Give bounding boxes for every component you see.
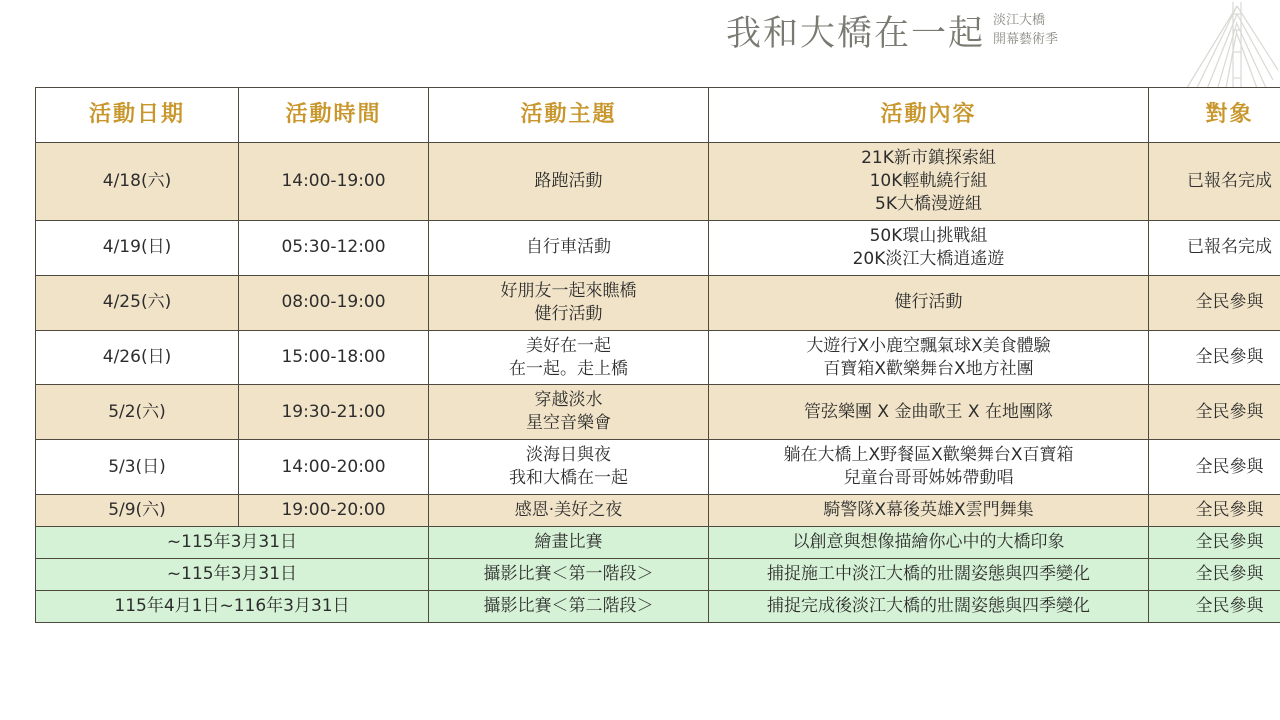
table-row <box>36 220 1280 275</box>
cell-topic <box>429 559 709 591</box>
cell-line: 14:00-19:00 <box>281 170 386 191</box>
subtitle-line-2: 開幕藝術季 <box>992 31 1058 47</box>
page-title: 我和大橋在一起 <box>725 14 985 55</box>
table-row <box>36 275 1280 330</box>
table-row <box>36 527 1280 559</box>
cell-line: 15:00-18:00 <box>281 347 386 368</box>
cell-line: 管弦樂團 X 金曲歌王 X 在地團隊 <box>804 401 1053 422</box>
cell-target <box>1149 330 1280 385</box>
cell-line: 我和大橋在一起 <box>509 468 628 489</box>
cell-line: 14:00-20:00 <box>281 456 386 477</box>
cell-content <box>709 330 1149 385</box>
cell-line: 全民參與 <box>1195 596 1264 616</box>
cell-target <box>1149 559 1280 591</box>
cell-line: 兒童台哥哥姊姊帶動唱 <box>843 468 1014 489</box>
cell-date <box>36 559 429 591</box>
table-row <box>36 440 1280 495</box>
cell-content <box>709 559 1149 591</box>
title-group <box>726 12 1058 54</box>
cell-line: 自行車活動 <box>526 237 611 258</box>
cell-target <box>1149 527 1280 559</box>
cell-content <box>709 440 1149 495</box>
cell-line: 20K淡江大橋逍遙遊 <box>852 248 1005 269</box>
cell-line: 好朋友一起來瞧橋 <box>500 280 637 301</box>
cell-time <box>239 385 429 440</box>
cell-content <box>709 385 1149 440</box>
column-header-topic: 活動主題 <box>429 88 709 143</box>
cell-target <box>1149 143 1280 221</box>
cell-topic <box>429 527 709 559</box>
cell-line: 淡海日與夜 <box>526 445 611 466</box>
cell-date <box>36 143 239 221</box>
subtitle-line-1: 淡江大橋 <box>992 13 1045 28</box>
cell-line: 攝影比賽＜第二階段＞ <box>483 596 654 616</box>
cell-line: 全民參與 <box>1195 347 1264 368</box>
table-row <box>36 559 1280 591</box>
cell-line: 躺在大橋上X野餐區X歡樂舞台X百寶箱 <box>783 445 1074 466</box>
cell-line: 星空音樂會 <box>526 413 611 434</box>
cell-time <box>239 275 429 330</box>
cell-line: 全民參與 <box>1195 564 1264 585</box>
cell-line: 已報名完成 <box>1187 170 1272 191</box>
cell-topic <box>429 591 709 623</box>
cell-line: 感恩‧美好之夜 <box>514 500 623 521</box>
poster-header <box>0 0 1280 80</box>
cell-line: 4/19(日) <box>102 237 172 258</box>
cell-line: 4/26(日) <box>102 347 172 368</box>
table-row <box>36 495 1280 527</box>
cell-date <box>36 495 239 527</box>
cell-line: 捕捉施工中淡江大橋的壯闊姿態與四季變化 <box>767 564 1090 585</box>
cell-line: 全民參與 <box>1195 401 1264 422</box>
cell-line: 19:30-21:00 <box>281 401 386 422</box>
table-header-row <box>36 88 1280 143</box>
cell-topic <box>429 220 709 275</box>
cell-line: 08:00-19:00 <box>281 292 386 313</box>
cell-line: ~115年3月31日 <box>166 532 298 553</box>
cell-line: 全民參與 <box>1195 292 1264 313</box>
cell-line: 捕捉完成後淡江大橋的壯闊姿態與四季變化 <box>767 596 1090 616</box>
cell-line: 以創意與想像描繪你心中的大橋印象 <box>792 532 1065 553</box>
cell-target <box>1149 220 1280 275</box>
cell-target <box>1149 275 1280 330</box>
page-subtitle <box>993 12 1058 54</box>
cell-line: 路跑活動 <box>534 170 603 191</box>
cell-line: 全民參與 <box>1195 500 1264 521</box>
cell-line: 5/9(六) <box>108 500 166 521</box>
cell-content <box>709 143 1149 221</box>
cell-target <box>1149 440 1280 495</box>
cell-line: 4/25(六) <box>102 292 172 313</box>
cell-time <box>239 143 429 221</box>
column-header-target: 對象 <box>1149 88 1280 143</box>
cell-line: 美好在一起 <box>526 335 611 356</box>
table-row <box>36 330 1280 385</box>
cell-content <box>709 220 1149 275</box>
cell-line: 全民參與 <box>1195 532 1264 553</box>
cell-topic <box>429 275 709 330</box>
cell-line: 全民參與 <box>1195 456 1264 477</box>
cell-line: 已報名完成 <box>1187 237 1272 258</box>
table-row <box>36 385 1280 440</box>
cell-line: 5/2(六) <box>108 401 166 422</box>
cell-line: 攝影比賽＜第一階段＞ <box>483 564 654 585</box>
cell-target <box>1149 385 1280 440</box>
cell-line: 在一起。走上橋 <box>509 358 628 379</box>
cell-target <box>1149 495 1280 527</box>
table-row <box>36 143 1280 221</box>
cell-line: 21K新市鎮探索組 <box>861 148 996 168</box>
schedule-table-wrapper <box>35 87 1272 623</box>
cell-topic <box>429 495 709 527</box>
cell-date <box>36 440 239 495</box>
cell-content <box>709 591 1149 623</box>
cell-date <box>36 330 239 385</box>
cell-line: 115年4月1日~116年3月31日 <box>114 596 350 616</box>
cell-topic <box>429 440 709 495</box>
cell-topic <box>429 330 709 385</box>
table-header <box>36 88 1280 143</box>
column-header-date: 活動日期 <box>36 88 239 143</box>
cell-line: 健行活動 <box>894 292 963 313</box>
cell-date <box>36 385 239 440</box>
cell-line: 19:00-20:00 <box>281 500 386 521</box>
cell-time <box>239 440 429 495</box>
cell-date <box>36 275 239 330</box>
cell-topic <box>429 385 709 440</box>
cell-date <box>36 591 429 623</box>
cell-line: 健行活動 <box>534 303 603 324</box>
column-header-content: 活動內容 <box>709 88 1149 143</box>
cell-content <box>709 275 1149 330</box>
cell-target <box>1149 591 1280 623</box>
column-header-time: 活動時間 <box>239 88 429 143</box>
cell-line: 穿越淡水 <box>534 390 603 411</box>
cell-line: 繪畫比賽 <box>534 532 603 553</box>
cell-content <box>709 495 1149 527</box>
cell-content <box>709 527 1149 559</box>
cell-line: 百寶箱X歡樂舞台X地方社團 <box>823 358 1034 379</box>
cell-time <box>239 495 429 527</box>
cell-line: 大遊行X小鹿空飄氣球X美食體驗 <box>806 335 1051 356</box>
cell-line: 5/3(日) <box>108 456 166 477</box>
cell-line: 10K輕軌繞行組 <box>869 170 988 191</box>
cell-time <box>239 330 429 385</box>
table-body <box>36 143 1280 623</box>
cell-time <box>239 220 429 275</box>
cell-line: 騎警隊X幕後英雄X雲門舞集 <box>823 500 1034 521</box>
cell-line: 50K環山挑戰組 <box>869 225 988 246</box>
cell-line: 4/18(六) <box>102 170 172 191</box>
cell-line: 5K大橋漫遊組 <box>875 193 982 214</box>
cell-date <box>36 220 239 275</box>
cell-line: 05:30-12:00 <box>281 237 386 258</box>
schedule-table <box>35 87 1280 623</box>
cell-date <box>36 527 429 559</box>
cell-line: ~115年3月31日 <box>166 564 298 585</box>
cell-topic <box>429 143 709 221</box>
table-row <box>36 591 1280 623</box>
